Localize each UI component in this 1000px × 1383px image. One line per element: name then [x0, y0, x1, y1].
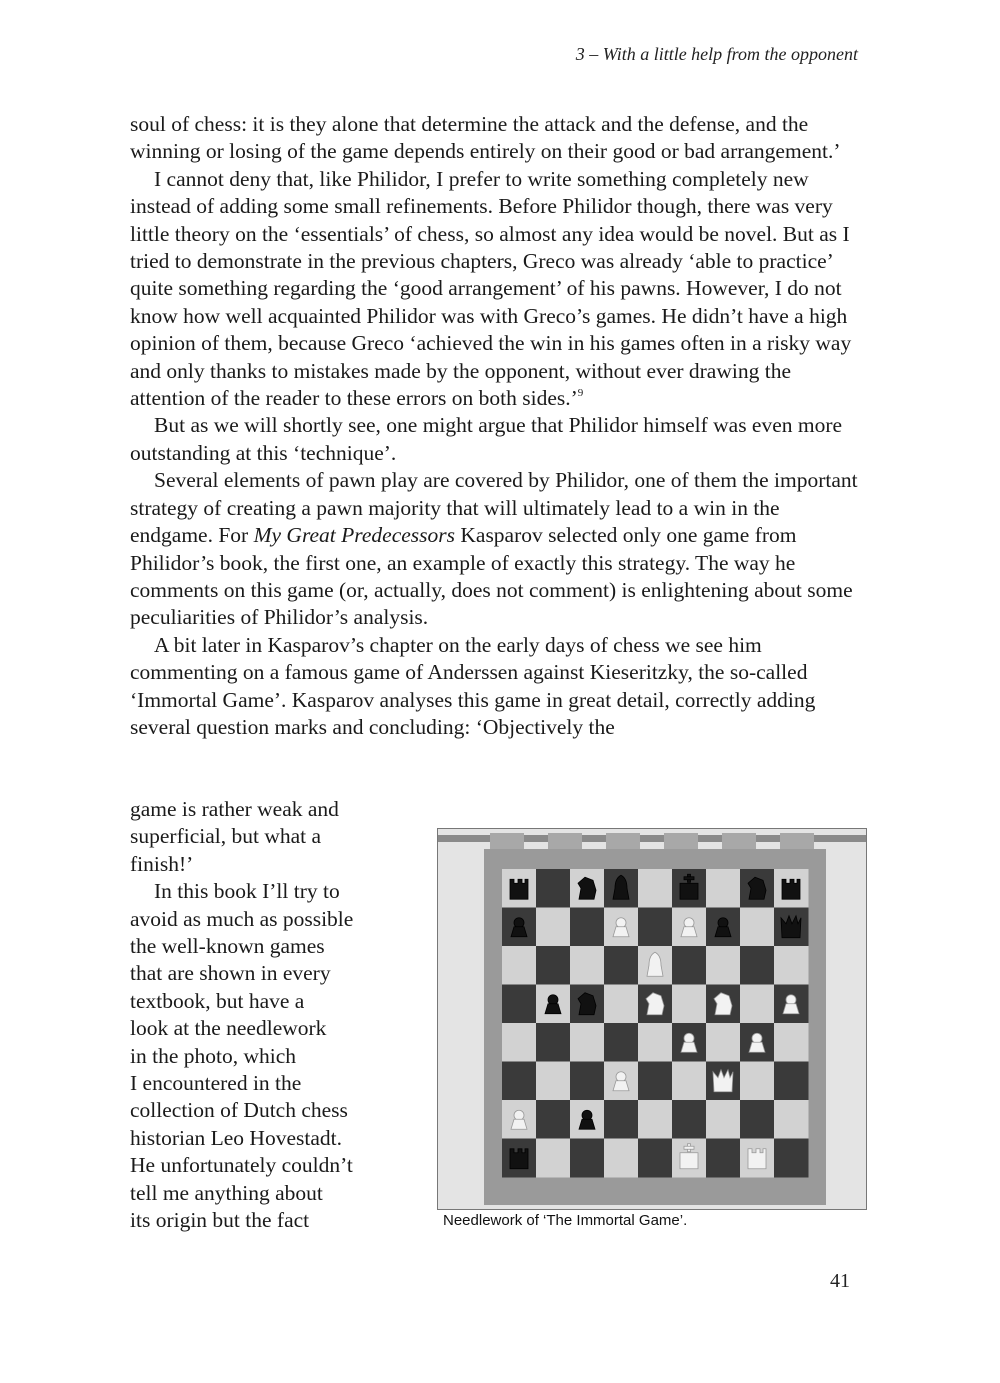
- board-square: [536, 1139, 571, 1178]
- board-square: [570, 1139, 605, 1178]
- body-text: [130, 111, 864, 741]
- board-square: [774, 1062, 809, 1101]
- board-square: [706, 1139, 741, 1178]
- page-number: 41: [830, 1270, 850, 1292]
- board-square: [740, 1062, 775, 1101]
- board-square: [536, 1023, 571, 1062]
- board-square: [706, 1100, 741, 1139]
- board-square: [740, 1100, 775, 1139]
- board-square: [740, 908, 775, 947]
- rook-piece-icon: [510, 1149, 528, 1169]
- board-square: [706, 869, 741, 908]
- paragraph-1: soul of chess: it is they alone that determine the attack and the defense, and the winning or losing of the game depends entirely on their good or bad arrangement.’: [130, 112, 841, 164]
- wrap-paragraph-2: In this book I’ll try to avoid as much as possible the well-known games that are shown in every textbook, but have a look at the needlework in the photo, which I encountered in the collection of Dutch chess historian Leo Hovestadt. He unfortunately couldn’t tell me anything about its origin but the fact: [130, 879, 354, 1233]
- board-square: [502, 1023, 537, 1062]
- board-square: [672, 985, 707, 1024]
- rook-piece-icon: [510, 879, 528, 899]
- board-square: [638, 908, 673, 947]
- board-square: [774, 1139, 809, 1178]
- board-square: [570, 1023, 605, 1062]
- knight-piece-icon: [646, 993, 664, 1015]
- board-square: [502, 946, 537, 985]
- board-square: [706, 1023, 741, 1062]
- paragraph-3: But as we will shortly see, one might argue that Philidor himself was even more outstanding at this ‘technique’.: [130, 413, 843, 465]
- knight-piece-icon: [748, 877, 766, 899]
- board-square: [672, 1062, 707, 1101]
- knight-piece-icon: [578, 993, 596, 1015]
- board-square: [740, 946, 775, 985]
- wrap-paragraph-1: game is rather weak and superficial, but what a finish!’: [130, 797, 339, 876]
- paragraph-5: A bit later in Kasparov’s chapter on the early days of chess we see him commenting on a famous game of Anderssen against Kieseritzky, the so-called ‘Immortal Game’. Kasparov analyses this game in great detail, correctly adding several question marks and concluding: ‘Objectively the: [130, 632, 816, 739]
- needlework-photo: [437, 828, 867, 1210]
- board-square: [638, 1139, 673, 1178]
- board-square: [604, 946, 639, 985]
- knight-piece-icon: [714, 993, 732, 1015]
- board-square: [570, 908, 605, 947]
- board-square: [570, 946, 605, 985]
- board-square: [672, 946, 707, 985]
- board-square: [638, 1062, 673, 1101]
- board-square: [774, 1023, 809, 1062]
- paragraph-2: I cannot deny that, like Philidor, I prefer to write something completely new instead of adding some small refinements. Before Philidor though, there was very little theory on the ‘essentials’ of chess, so almost any idea would be novel. But as I tried to demonstrate in the previous chapters, Greco was already ‘able to practice’ quite something regarding the ‘good arrangement’ of his pawns. However, I do not know how well acquainted Philidor was with Greco’s games. He didn’t have a high opinion of them, because Greco ‘achieved the win in his games often in a risky way and only thanks to mistakes made by the opponent, without ever drawing the attention of the reader to these errors on both sides.’$^9$: [130, 166, 852, 411]
- board-square: [536, 869, 571, 908]
- book-title: My Great Predecessors: [253, 523, 455, 548]
- footnote-ref[interactable]: 9: [577, 387, 584, 400]
- chessboard-needlework-image: [438, 829, 866, 1209]
- board-square: [604, 1100, 639, 1139]
- figure-caption: Needlework of ‘The Immortal Game’.: [443, 1212, 688, 1229]
- board-square: [638, 1100, 673, 1139]
- board-square: [604, 1139, 639, 1178]
- knight-piece-icon: [578, 877, 596, 899]
- rook-piece-icon: [782, 879, 800, 899]
- board-square: [706, 946, 741, 985]
- board-square: [638, 869, 673, 908]
- board-square: [672, 1100, 707, 1139]
- board-square: [740, 985, 775, 1024]
- board-square: [536, 1100, 571, 1139]
- board-square: [536, 1062, 571, 1101]
- board-square: [604, 985, 639, 1024]
- running-head: 3 – With a little help from the opponent: [575, 44, 858, 64]
- board-square: [536, 946, 571, 985]
- wrapped-text-column: [130, 796, 420, 1235]
- paragraph-4: Several elements of pawn play are covered by Philidor, one of them the important strategy of creating a pawn majority that will ultimately lead to a win in the endgame. For My Great Predecessors Kasparov selected only one game from Philidor’s book, the first one, an example of exactly this strategy. The way he comments on this game (or, actually, does not comment) is enlightening about some peculiarities of Philidor’s analysis.: [130, 468, 858, 630]
- board-square: [502, 985, 537, 1024]
- board-square: [604, 1023, 639, 1062]
- board-square: [502, 1062, 537, 1101]
- board-square: [570, 1062, 605, 1101]
- board-square: [536, 908, 571, 947]
- rook-piece-icon: [748, 1149, 766, 1169]
- board-square: [774, 946, 809, 985]
- board-square: [638, 1023, 673, 1062]
- board-square: [774, 1100, 809, 1139]
